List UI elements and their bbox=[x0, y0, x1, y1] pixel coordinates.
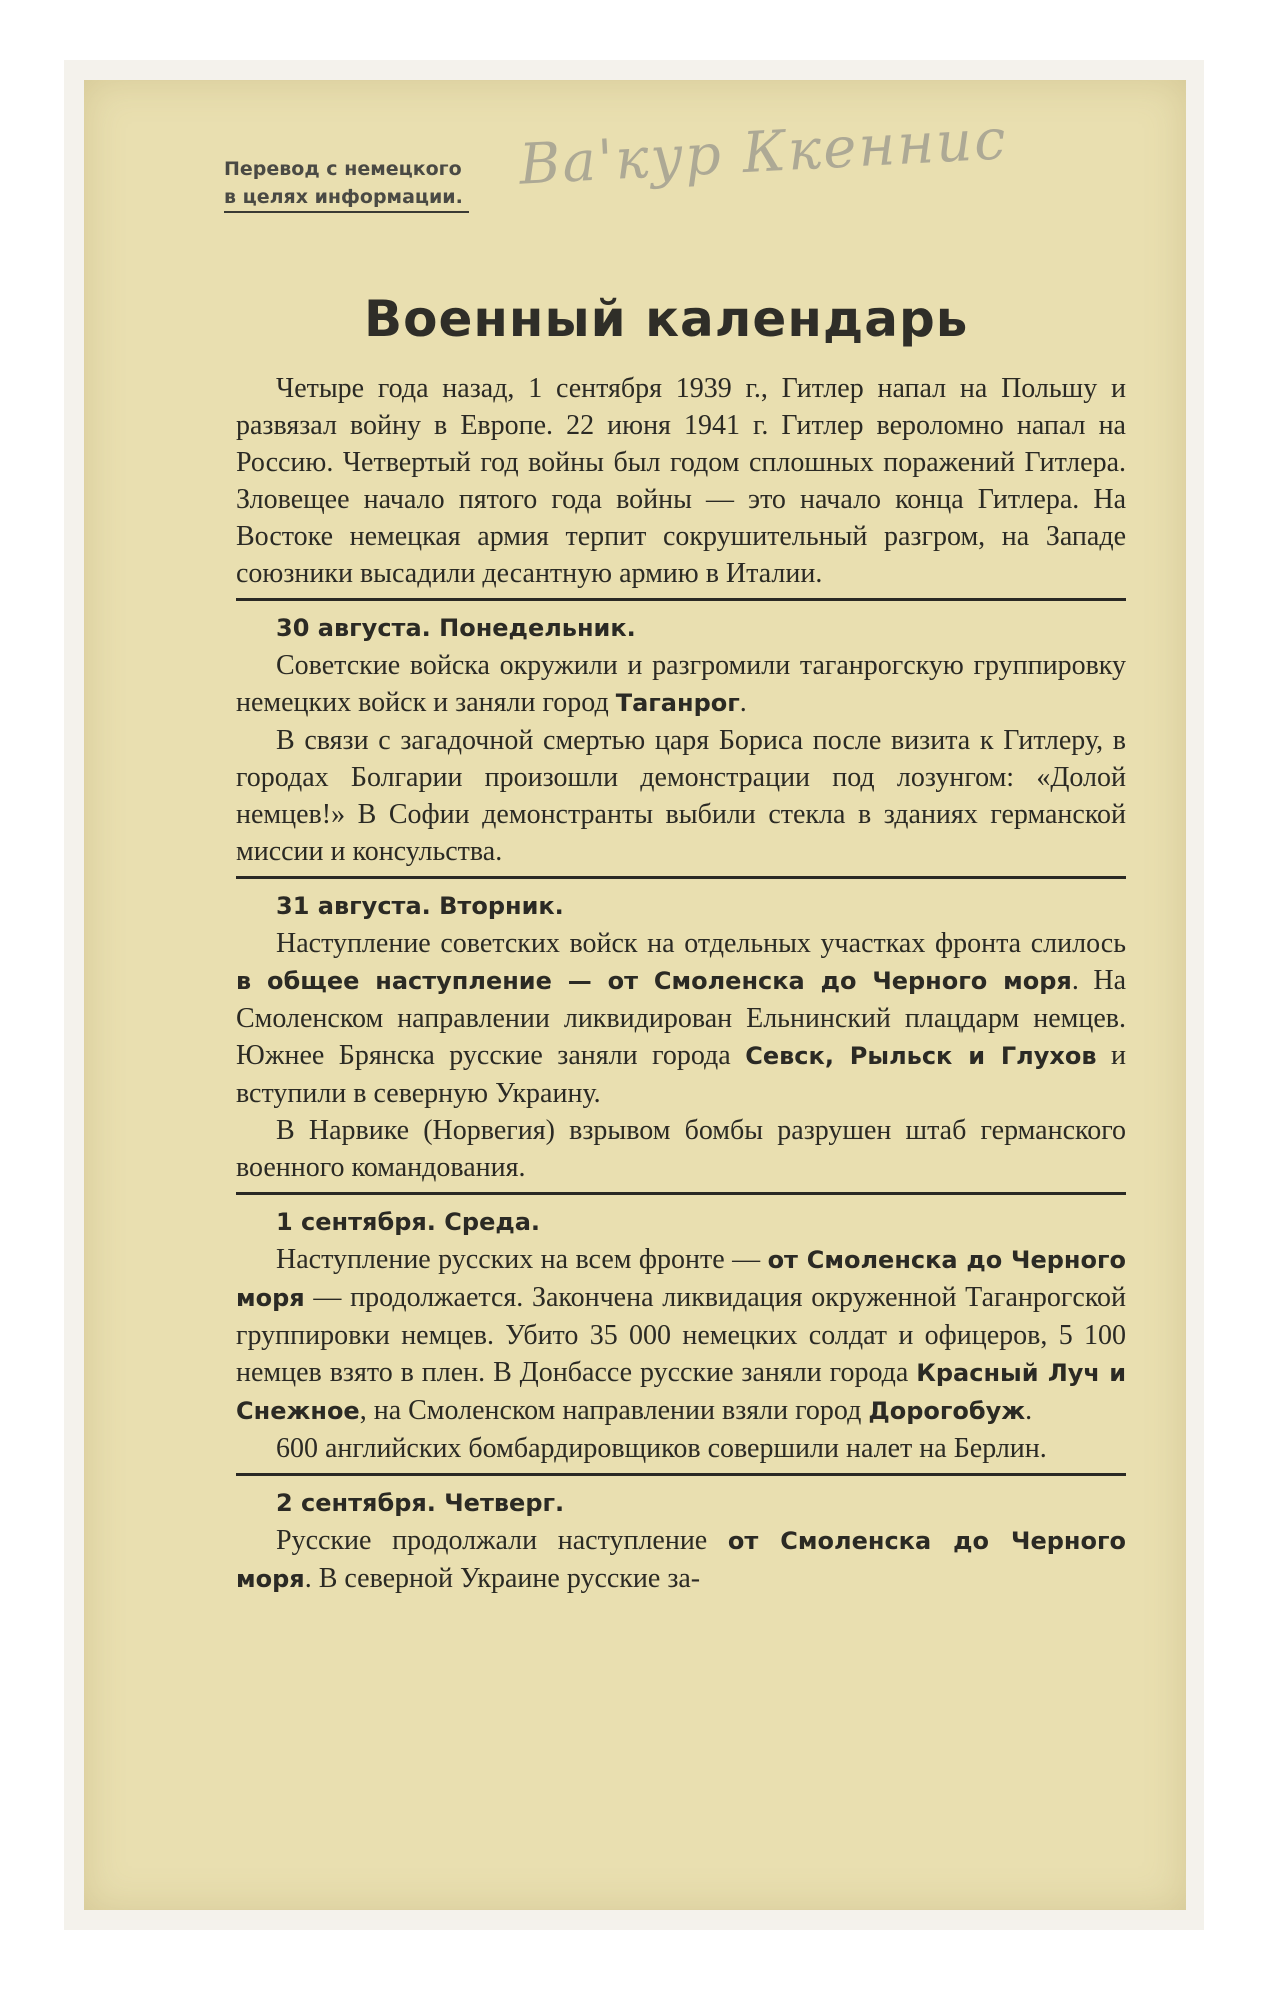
entry-heading: 30 августа. Понедельник. bbox=[276, 614, 636, 642]
handwritten-signature: Ва'кур Ккеннис bbox=[517, 107, 1010, 198]
entry-text: — продолжается. Закончена ликвидация окруженной Таганрогской группировки немцев. Убито 35 000 немецких солдат и офицеров, 5 100 немцев взято в плен. В Донбассе русские заняли города bbox=[236, 1282, 1126, 1388]
section-divider bbox=[236, 876, 1126, 879]
entry-text: и вступили в северную Украину. bbox=[236, 1040, 1127, 1109]
intro-paragraph: Четыре года назад, 1 сентября 1939 г., Гитлер напал на Польшу и развязал войну в Европе. 22 июня 1941 г. Гитлер вероломно напал на Россию. Четвертый год войны был годом сплошных поражений Гитлера. Зловещее начало пятого года войны — это начало конца Гитлера. На Востоке немецкая армия терпит сокрушительный разгром, на Западе союзники высадили десантную армию в Италии. bbox=[236, 373, 1126, 589]
entry-paragraph bbox=[236, 647, 1126, 722]
entry-paragraph: 600 английских бомбардировщиков совершили налет на Берлин. bbox=[276, 1433, 1047, 1464]
entry-bold-text: от Смоленска до Черного моря bbox=[236, 1527, 1126, 1593]
document-sheet bbox=[84, 80, 1186, 1910]
translation-note bbox=[224, 155, 469, 213]
calendar-entry-sep-1 bbox=[236, 1203, 1126, 1467]
entry-heading: 1 сентября. Среда. bbox=[276, 1208, 541, 1236]
entry-text: Советские войска окружили и разгромили таганрогскую группировку немецких войск и заняли город bbox=[236, 650, 1126, 718]
entry-text: . В северной Украине русские за- bbox=[304, 1563, 701, 1594]
entry-paragraph bbox=[236, 1241, 1126, 1430]
entry-text: . bbox=[739, 687, 747, 718]
entry-bold-text: в общее наступление — от Смоленска до Черного моря bbox=[236, 967, 1072, 995]
entry-paragraph bbox=[236, 1522, 1126, 1598]
calendar-entry-aug-31 bbox=[236, 887, 1126, 1186]
document-body bbox=[236, 370, 1126, 1598]
entry-bold-text: Таганрог bbox=[615, 689, 740, 717]
entry-bold-text: Дорогобуж bbox=[868, 1397, 1026, 1425]
section-divider bbox=[236, 1192, 1126, 1195]
entry-text: Русские продолжали наступление bbox=[276, 1525, 728, 1556]
entry-text: . bbox=[1025, 1395, 1033, 1426]
translation-note-line-1: Перевод с немецкого bbox=[224, 158, 462, 180]
translation-note-line-2: в целях информации. bbox=[224, 183, 469, 213]
entry-bold-text: Красный Луч и Снежное bbox=[236, 1359, 1127, 1425]
entry-text: . На Смоленском направлении ликвидирован Ельнинский плацдарм немцев. Южнее Брянска русские заняли города bbox=[236, 965, 1126, 1071]
entry-text: Наступление русских на всем фронте — bbox=[276, 1244, 768, 1275]
entry-paragraph: В связи с загадочной смертью царя Бориса после визита к Гитлеру, в городах Болгарии произошли демонстрации под лозунгом: «Долой немцев!» В Софии демонстранты выбили стекла в зданиях германской миссии и консульства. bbox=[236, 725, 1126, 867]
entry-bold-text: от Смоленска до Черного моря bbox=[236, 1246, 1127, 1312]
entry-text: Наступление советских войск на отдельных участках фронта слилось bbox=[276, 928, 1126, 959]
section-divider bbox=[236, 598, 1126, 601]
document-title: Военный календарь bbox=[364, 290, 969, 348]
entry-heading: 2 сентября. Четверг. bbox=[276, 1489, 565, 1517]
entry-paragraph bbox=[236, 925, 1126, 1112]
entry-paragraph: В Нарвике (Норвегия) взрывом бомбы разрушен штаб германского военного командования. bbox=[236, 1115, 1126, 1183]
entry-bold-text: Севск, Рыльск и Глухов bbox=[745, 1042, 1097, 1070]
section-divider bbox=[236, 1473, 1126, 1476]
entry-heading: 31 августа. Вторник. bbox=[276, 892, 564, 920]
calendar-entry-sep-2 bbox=[236, 1484, 1126, 1598]
calendar-entry-aug-30 bbox=[236, 609, 1126, 870]
entry-text: , на Смоленском направлении взяли город bbox=[359, 1395, 869, 1426]
